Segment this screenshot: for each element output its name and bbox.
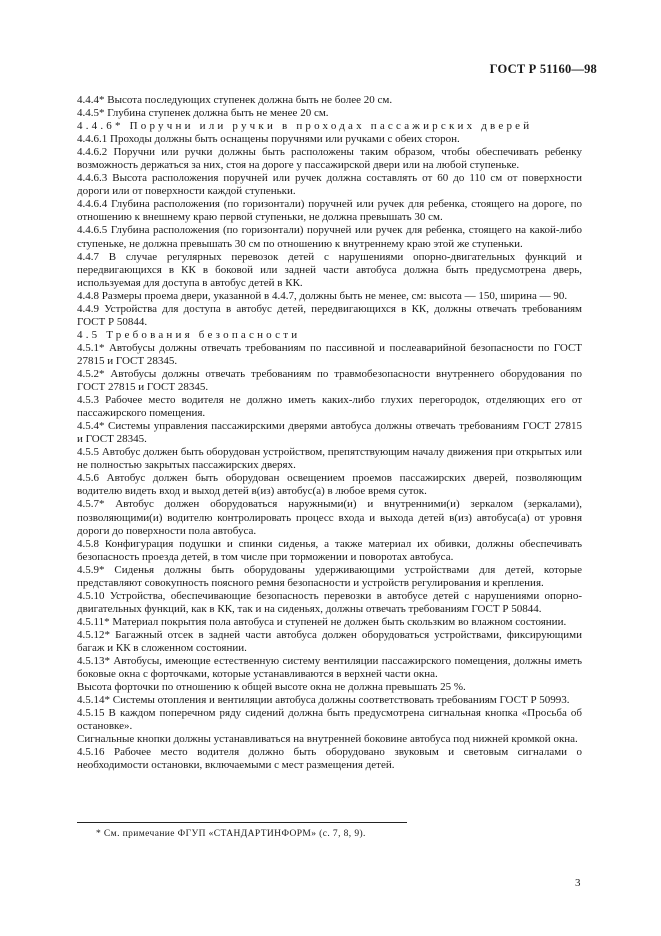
paragraph: 4.5.6 Автобус должен быть оборудован освещением проемов пассажирских дверей, позволяющим водителю видеть вход и выход детей в(из) автобус(а) в любое время суток. [77,472,582,498]
footnote-divider [77,822,407,823]
paragraph: 4.4.6.1 Проходы должны быть оснащены поручнями или ручками с обеих сторон. [77,133,460,146]
paragraph: 4.5.3 Рабочее место водителя не должно иметь каких-либо глухих перегородок, отделяющих его от пассажирского помещения. [77,394,582,420]
paragraph: 4.5.4* Системы управления пассажирскими дверями автобуса должны отвечать требованиям ГОСТ 27815 и ГОСТ 28345. [77,420,582,446]
paragraph: 4.4.4* Высота последующих ступенек должна быть не более 20 см. [77,94,393,106]
paragraph: 4.5.5 Автобус должен быть оборудован устройством, препятствующим началу движения при открытых или не полностью закрытых пассажирских дверях. [77,446,582,472]
paragraph: 4.4.6.4 Глубина расположения (по горизонтали) поручней или ручек для ребенка, стоящего на дороге, по отношению к внешнему краю первой ступеньки, не должна превышать 30 см. [77,198,582,224]
paragraph: 4.5.15 В каждом поперечном ряду сидений должна быть предусмотрена сигнальная кнопка «Просьба об остановке». [77,707,582,733]
paragraph: 4.4.6.2 Поручни или ручки должны быть расположены таким образом, чтобы обеспечивать ребенку возможность держаться за них, стоя на дороге у пассажирской двери или на любой ступеньке. [77,146,582,172]
paragraph: 4.5.9* Сиденья должны быть оборудованы удерживающими устройствами для детей, которые представляют совокупность поясного ремня безопасности и устройств регулирования и крепления. [77,563,582,589]
paragraph: 4.5.11* Материал покрытия пола автобуса и ступеней не должен быть скользким во влажном состоянии. [77,615,567,628]
paragraph: 4.5.13* Автобусы, имеющие естественную систему вентиляции пассажирского помещения, должны иметь боковые окна с форточками, которые устанавливаются в верхней части окна. [77,655,582,681]
paragraph: 4.5.16 Рабочее место водителя должно быть оборудовано звуковым и световым сигналами о необходимости остановки, включаемыми с мест размещения детей. [77,746,582,772]
section-heading: 4.4.6* Поручни или ручки в проходах пассажирских дверей [77,120,533,133]
paragraph: 4.5.14* Системы отопления и вентиляции автобуса должны соответствовать требованиям ГОСТ Р 50993. [77,694,570,707]
document-header: ГОСТ Р 51160—98 [489,62,597,76]
paragraph: Сигнальные кнопки должны устанавливаться на внутренней боковине автобуса под нижней кромкой окна. [77,733,578,746]
section-heading: 4.5 Требования безопасности [77,328,301,341]
paragraph: 4.5.1* Автобусы должны отвечать требованиям по пассивной и послеаварийной безопасности по ГОСТ 27815 и ГОСТ 28345. [77,341,582,367]
paragraph: 4.4.9 Устройства для доступа в автобус детей, передвигающихся в КК, должны отвечать требованиям ГОСТ Р 50844. [77,302,582,328]
paragraph: Высота форточки по отношению к общей высоте окна не должна превышать 25 %. [77,681,466,694]
page-number: 3 [575,877,581,889]
paragraph: 4.4.6.3 Высота расположения поручней или ручек должна составлять от 60 до 110 см от поверхности дороги или от поверхности каждой ступеньки. [77,172,582,198]
paragraph: 4.5.12* Багажный отсек в задней части автобуса должен оборудоваться устройствами, фиксирующими багаж и КК в сложенном состоянии. [77,628,582,654]
paragraph: 4.5.10 Устройства, обеспечивающие безопасность перевозки в автобусе детей с нарушениями опорно-двигательных функций, как в КК, так и на сиденьях, должны отвечать требованиям ГОСТ Р 50844. [77,589,582,615]
paragraph: 4.4.5* Глубина ступенек должна быть не менее 20 см. [77,107,329,120]
paragraph: 4.4.8 Размеры проема двери, указанной в 4.4.7, должны быть не менее, см: высота — 150, ширина — 90. [77,289,568,302]
paragraph: 4.4.6.5 Глубина расположения (по горизонтали) поручней или ручек для ребенка, стоящего на какой-либо ступеньке, не должна превышать 30 см по отношению к внутреннему краю этой же ступеньки. [77,224,582,250]
paragraph: 4.4.7 В случае регулярных перевозок детей с нарушениями опорно-двигательных функций и передвигающихся в КК в боковой или задней части автобуса должна быть предусмотрена дверь, используемая для доступа в автобус детей в КК. [77,250,582,289]
footnote: * См. примечание ФГУП «СТАНДАРТИНФОРМ» (с. 7, 8, 9). [96,829,366,839]
paragraph: 4.5.8 Конфигурация подушки и спинки сиденья, а также материал их обивки, должны обеспечивать безопасность проезда детей, в том числе при торможении и поворотах автобуса. [77,537,582,563]
paragraph: 4.5.2* Автобусы должны отвечать требованиям по травмобезопасности внутреннего оборудования по ГОСТ 27815 и ГОСТ 28345. [77,367,582,394]
document-body [77,94,582,772]
paragraph: 4.5.7* Автобус должен оборудоваться наружными(и) и внутренними(и) зеркалом (зеркалами), позволяющими(и) водителю контролировать процесс входа и выхода детей в(из) автобуса(а) от уровня дороги до поверхности пола автобуса. [77,498,582,537]
